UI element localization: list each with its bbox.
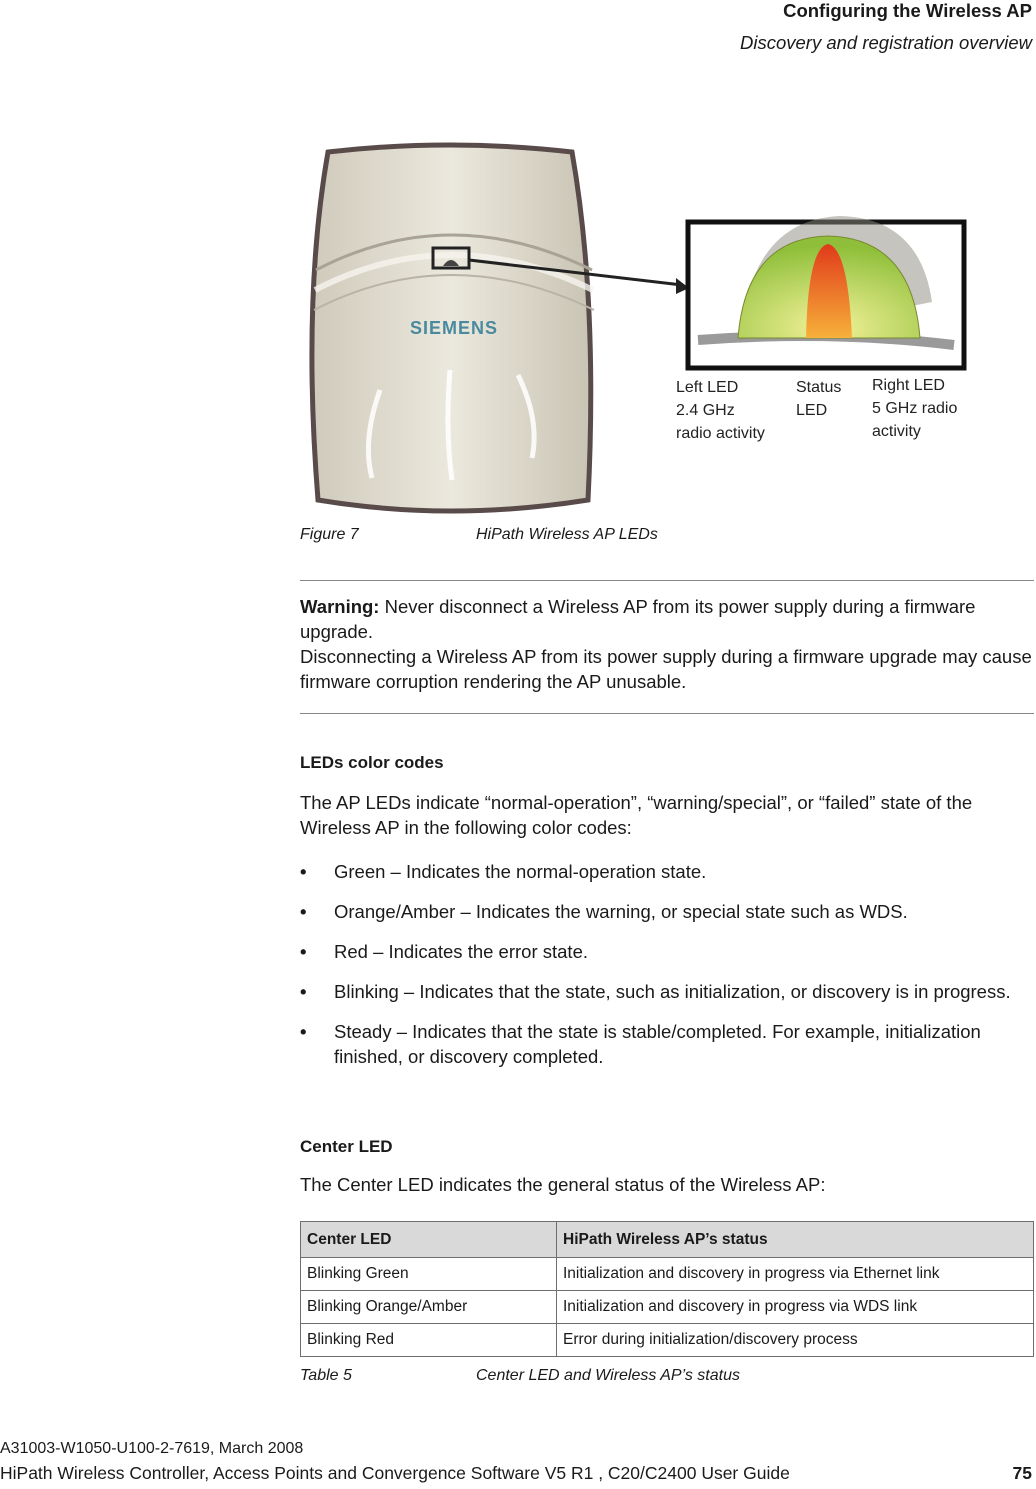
table-cell: Initialization and discovery in progress via Ethernet link — [557, 1258, 1034, 1291]
svg-text:Status LED — [796, 379, 846, 419]
table-row — [301, 1324, 1034, 1357]
table-caption-text: Center LED and Wireless AP’s status — [476, 1367, 740, 1384]
warning-line1: Never disconnect a Wireless AP from its power supply during a firmware upgrade. — [300, 596, 976, 642]
list-item-text: Red – Indicates the error state. — [334, 941, 588, 962]
center-led-table — [300, 1221, 1034, 1357]
footer-doc-id: A31003-W1050-U100-2-7619, March 2008 — [0, 1440, 304, 1457]
table-cell: Blinking Orange/Amber — [301, 1291, 557, 1324]
ap-led-figure — [300, 140, 990, 525]
list-item-text: Steady – Indicates that the state is stable/completed. For example, initialization finished, or discovery completed. — [334, 1021, 981, 1067]
right-led-label-line1: Right LED — [872, 377, 945, 394]
column-header: Center LED — [301, 1222, 557, 1258]
table-row — [301, 1258, 1034, 1291]
table-header-row — [301, 1222, 1034, 1258]
list-item-text: Green – Indicates the normal-operation state. — [334, 861, 707, 882]
warning-bottom-rule — [300, 713, 1034, 714]
left-led-label-line3: radio activity — [676, 425, 765, 442]
led-codes-list — [300, 859, 1034, 1084]
table-cell: Blinking Green — [301, 1258, 557, 1291]
list-item — [300, 859, 1034, 884]
right-led-label-line3: activity — [872, 423, 921, 440]
bullet-glyph: • — [300, 1021, 307, 1042]
page-number: 75 — [1012, 1463, 1032, 1483]
list-item — [300, 939, 1034, 964]
left-led-label-line2: 2.4 GHz — [676, 402, 735, 419]
bullet-glyph: • — [300, 861, 307, 882]
table-cell: Error during initialization/discovery process — [557, 1324, 1034, 1357]
warning-label: Warning: — [300, 596, 380, 617]
list-item — [300, 979, 1034, 1004]
page-header-subtitle: Discovery and registration overview — [739, 32, 1032, 53]
center-led-intro: The Center LED indicates the general status of the Wireless AP: — [300, 1174, 826, 1195]
left-led-label-line1: Left LED — [676, 379, 739, 396]
ap-illustration — [300, 140, 990, 525]
list-item-text: Blinking – Indicates that the state, such as initialization, or discovery is in progress. — [334, 981, 1011, 1002]
figure-caption-text: HiPath Wireless AP LEDs — [476, 526, 658, 543]
led-codes-heading: LEDs color codes — [300, 753, 444, 772]
status-led-label-line2: LED — [796, 402, 828, 419]
column-header: HiPath Wireless AP’s status — [557, 1222, 1034, 1258]
status-led-label-line1: Status — [796, 379, 842, 396]
figure-caption-number: Figure 7 — [300, 526, 359, 543]
warning-note — [300, 594, 1034, 694]
table-row — [301, 1291, 1034, 1324]
right-led-label-line2: 5 GHz radio — [872, 400, 958, 417]
led-codes-intro: The AP LEDs indicate “normal-operation”, “warning/special”, or “failed” state of the Wireless AP in the following color codes: — [300, 792, 973, 838]
list-item — [300, 1019, 1034, 1069]
figure-caption — [300, 526, 658, 544]
table-cell: Initialization and discovery in progress via WDS link — [557, 1291, 1034, 1324]
warning-line2: Disconnecting a Wireless AP from its power supply during a firmware upgrade may cause firmware corruption rendering the AP unusable. — [300, 646, 1032, 692]
page-header-title: Configuring the Wireless AP — [783, 0, 1032, 21]
siemens-logo: SIEMENS — [409, 318, 499, 338]
bullet-glyph: • — [300, 941, 307, 962]
warning-top-rule — [300, 580, 1034, 581]
table-caption-number: Table 5 — [300, 1367, 352, 1384]
table-caption — [300, 1367, 740, 1385]
center-led-heading: Center LED — [300, 1137, 393, 1156]
bullet-glyph: • — [300, 901, 307, 922]
footer-doc-title: HiPath Wireless Controller, Access Points and Convergence Software V5 R1 , C20/C2400 User Guide — [0, 1463, 790, 1483]
list-item — [300, 899, 1034, 924]
svg-text:Right LED 5 GHz radio — [872, 377, 962, 440]
bullet-glyph: • — [300, 981, 307, 1002]
table-cell: Blinking Red — [301, 1324, 557, 1357]
svg-text:Left LED 2.4 GHz r — [676, 379, 765, 442]
list-item-text: Orange/Amber – Indicates the warning, or special state such as WDS. — [334, 901, 908, 922]
